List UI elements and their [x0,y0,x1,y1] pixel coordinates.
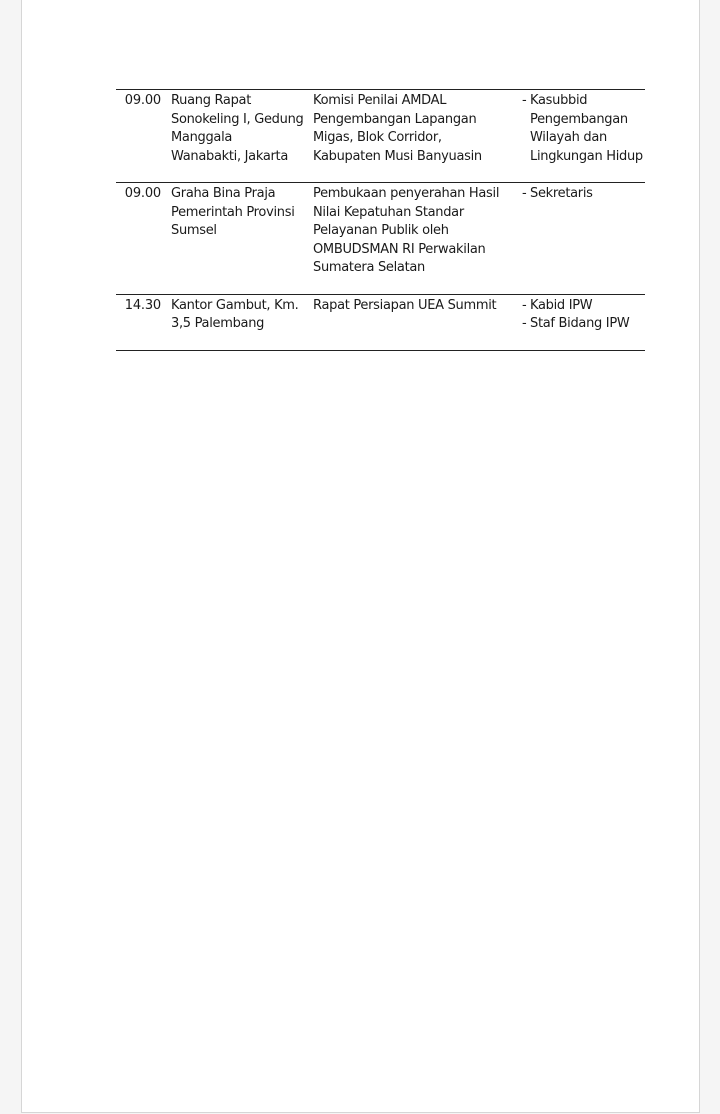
attendee-item [522,297,644,316]
place-cell: Kantor Gambut, Km. 3,5 Palembang [170,294,312,350]
attendee-text: Sekretaris [530,186,593,201]
schedule-table [116,89,645,351]
activity-cell: Komisi Penilai AMDAL Pengembangan Lapangan Migas, Blok Corridor, Kabupaten Musi Banyuasin [312,90,520,183]
attendee-text: Kabid IPW [530,297,593,313]
place-cell: Ruang Rapat Sonokeling I, Gedung Manggala Wanabakti, Jakarta [170,90,312,183]
attendee-item [522,92,644,166]
attendee-list [522,92,644,166]
time-cell: 09.00 [116,183,170,295]
attendees-cell [520,294,645,350]
activity-cell: Rapat Persiapan UEA Summit [312,294,520,350]
attendee-list [522,297,644,334]
table-row [116,183,645,295]
attendees-cell [520,90,645,183]
table-row [116,294,645,350]
dash-bullet: - [522,316,527,331]
time-cell: 09.00 [116,90,170,183]
attendees-cell [520,183,645,295]
attendee-item [522,185,644,204]
document-page [21,0,700,1113]
attendee-text: Kasubbid Pengembangan Wilayah dan Lingkungan Hidup [530,93,643,164]
attendee-text: Staf Bidang IPW [530,316,630,331]
time-cell: 14.30 [116,294,170,350]
activity-cell: Pembukaan penyerahan Hasil Nilai Kepatuhan Standar Pelayanan Publik oleh OMBUDSMAN RI Perwakilan Sumatera Selatan [312,183,520,295]
dash-bullet: - [522,93,527,108]
place-cell: Graha Bina Praja Pemerintah Provinsi Sumsel [170,183,312,295]
attendee-item [522,315,644,334]
dash-bullet: - [522,297,527,313]
dash-bullet: - [522,186,527,201]
attendee-list [522,185,644,204]
table-row [116,90,645,183]
